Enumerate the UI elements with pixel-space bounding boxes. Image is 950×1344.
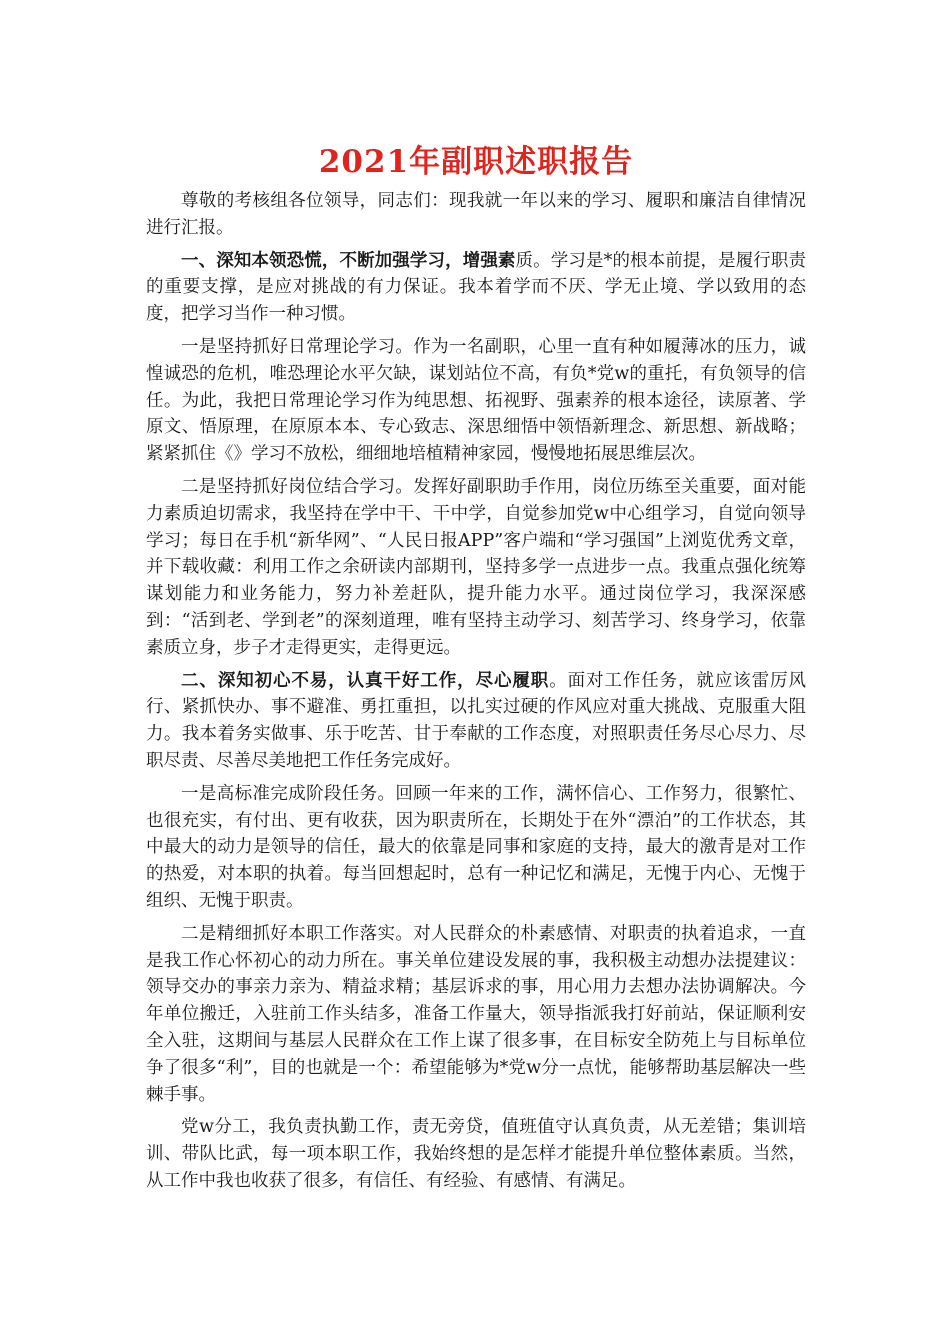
paragraph-text: 。面对工作任务，就应该雷厉风行、紧抓快办、事不避准、勇扛重担，以扎实过硬的作风应对重大挑战、克服重大阻力。我本着务实做事、乐于吃苦、甘于奉献的工作态度，对照职责任务尽心尽力、尽职尽责、尽善尽美地把工作任务完成好。 [146,670,807,771]
paragraph-text: 一是高标准完成阶段任务。回顾一年来的工作，满怀信心、工作努力，很繁忙、也很充实，有付出、更有收获，因为职责所在，长期处于在外“漂泊”的工作状态，其中最大的动力是领导的信任，最大的依靠是同事和家庭的支持，最大的激青是对工作的热爱，对本职的执着。每当回想起时，总有一种记忆和满足，无愧于内心、无愧于组织、无愧于职责。 [146,783,806,911]
section-heading: 一、深知本领恐慌，不断加强学习，增强素 [181,250,516,271]
paragraph [146,474,806,662]
document-title: 2021年副职述职报告 [318,144,634,180]
paragraph-text: 党w分工，我负责执勤工作，责无旁贷，值班值守认真负责，从无差错；集训培训、带队比武，每一项本职工作，我始终想的是怎样才能提升单位整体素质。当然，从工作中我也收获了很多，有信任、有经验、有感情、有满足。 [146,1117,806,1191]
paragraph-text: 二是坚持抓好岗位结合学习。发挥好副职助手作用，岗位历练至关重要，面对能力素质迫切需求，我坚持在学中干、干中学，自觉参加党w中心组学习，自觉向领导学习；每日在手机“新华网”、“人民日报APP”客户端和“学习强国”上浏览优秀文章，并下载收藏：利用工作之余研读内部期刊，坚持多学一点进步一点。我重点强化统筹谋划能力和业务能力，努力补差赶队，提升能力水平。通过岗位学习，我深深感到：“活到老、学到老”的深刻道理，唯有坚持主动学习、刻苦学习、终身学习，依靠素质立身，步子才走得更实，走得更远。 [146,476,806,658]
paragraph-text: 一是坚持抓好日常理论学习。作为一名副职，心里一直有种如履薄冰的压力，诚惶诚恐的危机，唯恐理论水平欠缺，谋划站位不高，有负*党w的重托，有负领导的信任。为此，我把日常理论学习作为纯思想、拓视野、强素养的根本途径，读原著、学原文、悟原理，在原原本本、专心致志、深思细悟中领悟新理念、新思想、新战略；紧紧抓住《》学习不放松，细细地培植精神家园，慢慢地拓展思维层次。 [146,336,806,465]
paragraph [146,334,806,468]
paragraph-text: 二是精细抓好本职工作落实。对人民群众的朴素感情、对职责的执着追求，一直是我工作心怀初心的动力所在。事关单位建设发展的事，我积极主动想办法提建议：领导交办的事亲力亲为、精益求精；基层诉求的事，用心用力去想办法协调解决。今年单位搬迁，入驻前工作头结多，准备工作量大，领导指派我打好前站，保证顺利安全入驻，这期间与基层人民群众在工作上谋了很多事，在目标安全防苑上与目标单位争了很多“利”，目的也就是一个：希望能够为*党w分一点忧，能够帮助基层解决一些棘手事。 [146,923,806,1105]
paragraph [146,921,806,1109]
paragraph [146,1114,806,1194]
paragraph-text: 质。学习是*的根本前提，是履行职责的重要支撑，是应对挑战的有力保证。我本着学而不厌、学无止境、学以致用的态度，把学习当作一种习惯。 [146,250,807,325]
paragraph [146,781,806,915]
document-page [146,140,806,1201]
document-body [146,188,806,1195]
paragraph [146,668,806,775]
paragraph [146,188,806,242]
section-heading: 二、深知初心不易，认真干好工作，尽心履职 [181,670,550,691]
paragraph [146,248,806,328]
paragraph-text: 尊敬的考核组各位领导，同志们：现我就一年以来的学习、履职和廉洁自律情况进行汇报。 [146,191,806,238]
